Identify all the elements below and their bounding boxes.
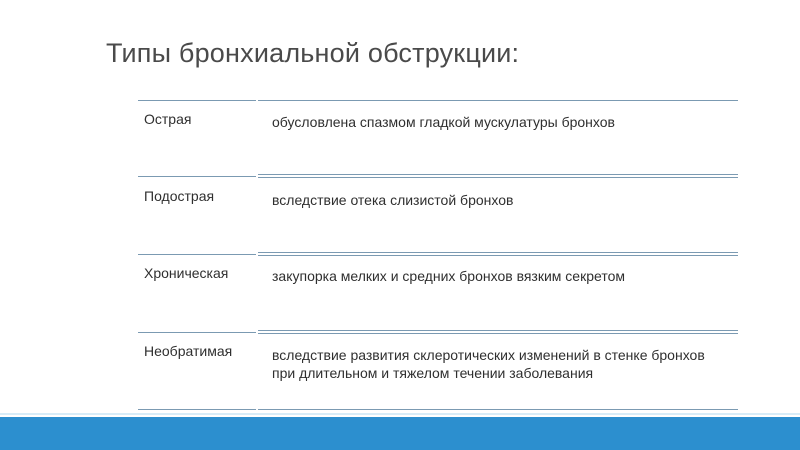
obstruction-type-description: закупорка мелких и средних бронхов вязким секретом <box>272 268 625 284</box>
obstruction-type-label: Подострая <box>144 188 215 204</box>
footer-accent-line <box>0 413 800 415</box>
obstruction-type-label: Острая <box>144 111 192 127</box>
table-top-rule-left <box>138 100 256 101</box>
row-divider-right <box>258 330 738 334</box>
table-bottom-rule-left <box>138 409 256 410</box>
table-top-rule-right <box>258 100 738 101</box>
slide-title: Типы бронхиальной обструкции: <box>106 38 520 68</box>
row-divider-right <box>258 174 738 178</box>
obstruction-type-label: Необратимая <box>144 343 233 359</box>
obstruction-type-description: обусловлена спазмом гладкой мускулатуры бронхов <box>272 114 615 130</box>
row-divider-right <box>258 252 738 256</box>
row-divider-left <box>138 254 256 255</box>
table-bottom-rule-right <box>258 409 738 410</box>
row-divider-left <box>138 332 256 333</box>
row-divider-left <box>138 176 256 177</box>
obstruction-type-description: вследствие отека слизистой бронхов <box>272 192 514 208</box>
obstruction-type-label: Хроническая <box>144 265 229 281</box>
footer-bar <box>0 417 800 450</box>
obstruction-type-description: вследствие развития склеротических изменений в стенке бронхов при длительном и тяжелом течении заболевания <box>272 347 705 381</box>
